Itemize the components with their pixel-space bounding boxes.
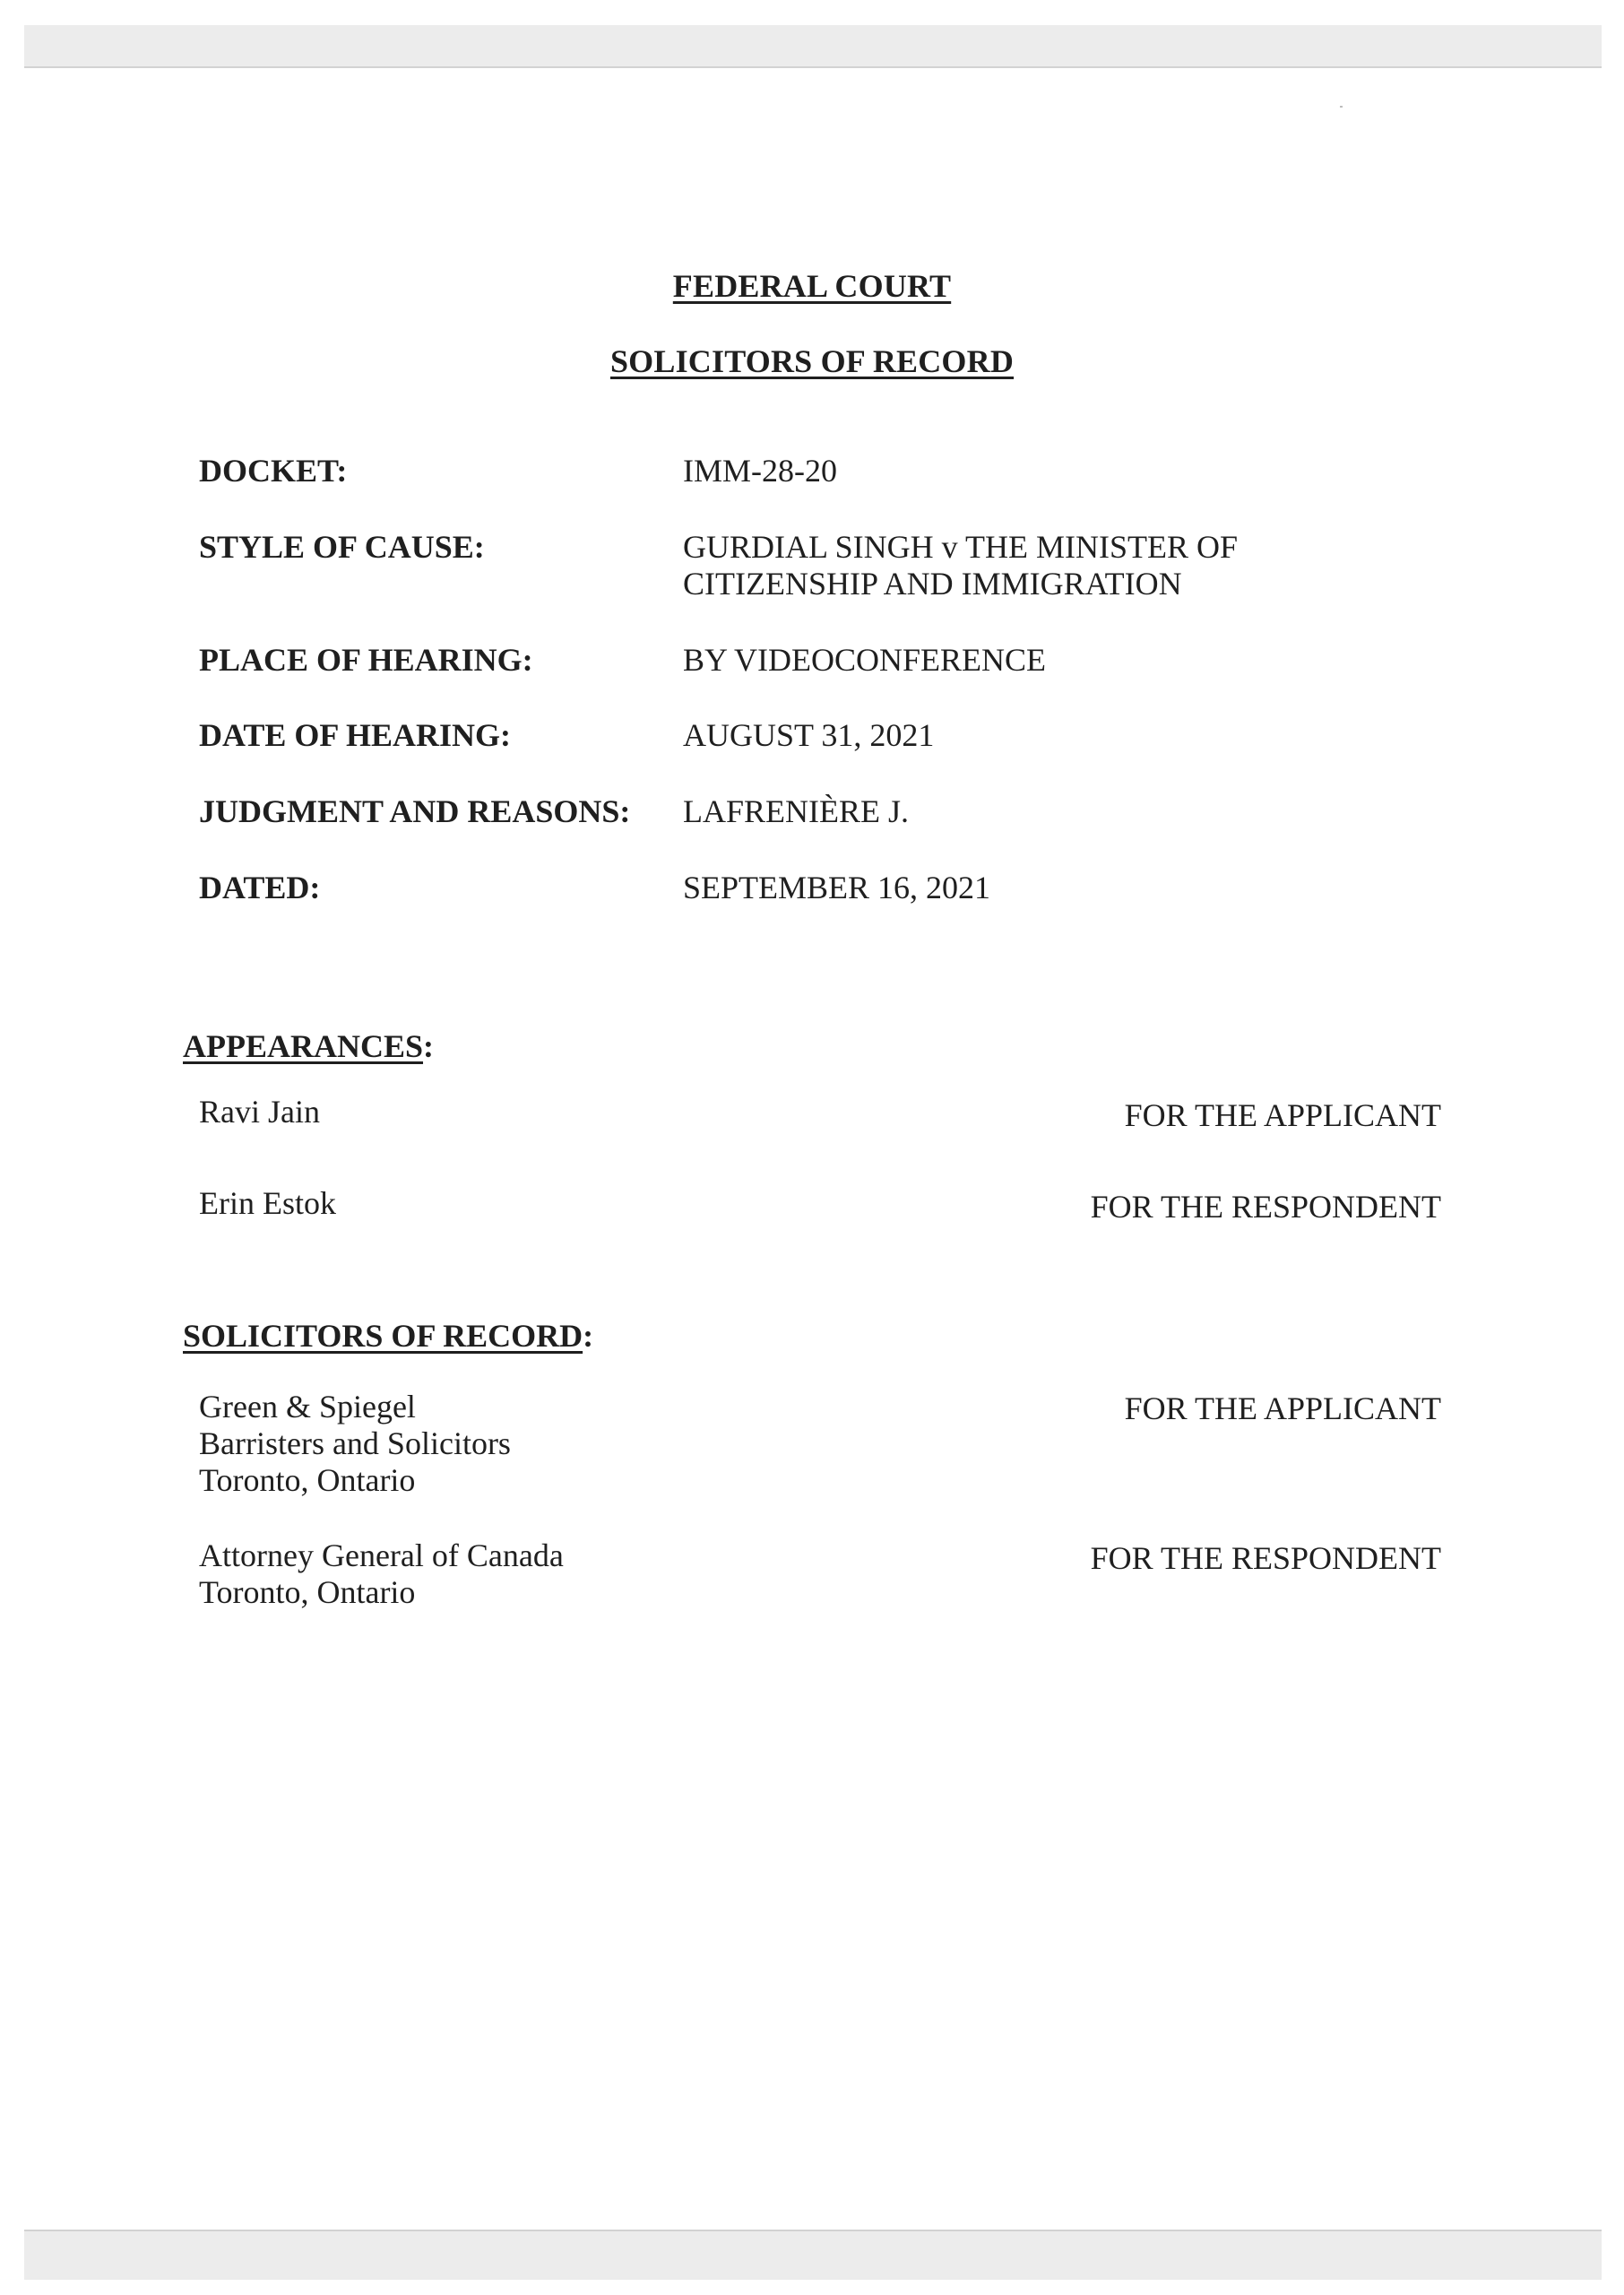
appearances-heading-text: APPEARANCES [183, 1028, 424, 1064]
appearance-role: FOR THE APPLICANT [1124, 1097, 1441, 1133]
field-label: DATE OF HEARING: [199, 717, 512, 753]
field-value-line: LAFRENIÈRE J. [683, 793, 909, 829]
solicitors-heading [183, 1317, 593, 1355]
field-value-line: IMM-28-20 [683, 453, 837, 489]
appearance-party [199, 1094, 320, 1130]
solicitor-role: FOR THE APPLICANT [1124, 1390, 1441, 1426]
field-label: JUDGMENT AND REASONS: [199, 793, 631, 829]
field-value-line: SEPTEMBER 16, 2021 [683, 870, 991, 905]
field-value [683, 453, 837, 489]
heading-colon: : [423, 1028, 435, 1064]
firm-name: Attorney General of Canada [199, 1537, 564, 1573]
field-label: DATED: [199, 870, 321, 905]
field-label: PLACE OF HEARING: [199, 642, 533, 678]
solicitor-role: FOR THE RESPONDENT [1090, 1540, 1441, 1576]
firm-name: Green & Spiegel [199, 1389, 416, 1425]
solicitor-party [199, 1389, 511, 1499]
court-name: FEDERAL COURT [672, 268, 952, 304]
field-value [683, 529, 1238, 602]
appearances-heading [183, 1027, 434, 1065]
document-title-heading [0, 342, 1624, 380]
field-value [683, 642, 1046, 679]
solicitors-heading-text: SOLICITORS OF RECORD [183, 1318, 583, 1354]
field-label: DOCKET: [199, 453, 348, 489]
appearance-role: FOR THE RESPONDENT [1090, 1189, 1441, 1225]
firm-location: Toronto, Ontario [199, 1462, 416, 1498]
field-value-line: CITIZENSHIP AND IMMIGRATION [683, 566, 1182, 602]
field-value-line: BY VIDEOCONFERENCE [683, 642, 1047, 678]
field-value [683, 870, 990, 906]
document-title: SOLICITORS OF RECORD [609, 343, 1015, 379]
party-name: Ravi Jain [199, 1094, 320, 1130]
field-value [683, 793, 909, 830]
solicitor-party [199, 1537, 564, 1611]
heading-colon: : [583, 1318, 594, 1354]
field-label: STYLE OF CAUSE: [199, 529, 485, 565]
appearance-party [199, 1185, 336, 1222]
field-value-line: GURDIAL SINGH v THE MINISTER OF [683, 529, 1238, 565]
firm-location: Toronto, Ontario [199, 1574, 416, 1610]
court-name-heading [0, 267, 1624, 305]
scan-bottom-margin-band [24, 2230, 1602, 2280]
party-name: Erin Estok [199, 1185, 336, 1221]
scan-top-margin-band [24, 25, 1602, 68]
scan-speck [1340, 106, 1343, 108]
field-value [683, 717, 934, 754]
firm-name-line: Barristers and Solicitors [199, 1425, 511, 1461]
field-value-line: AUGUST 31, 2021 [683, 717, 935, 753]
